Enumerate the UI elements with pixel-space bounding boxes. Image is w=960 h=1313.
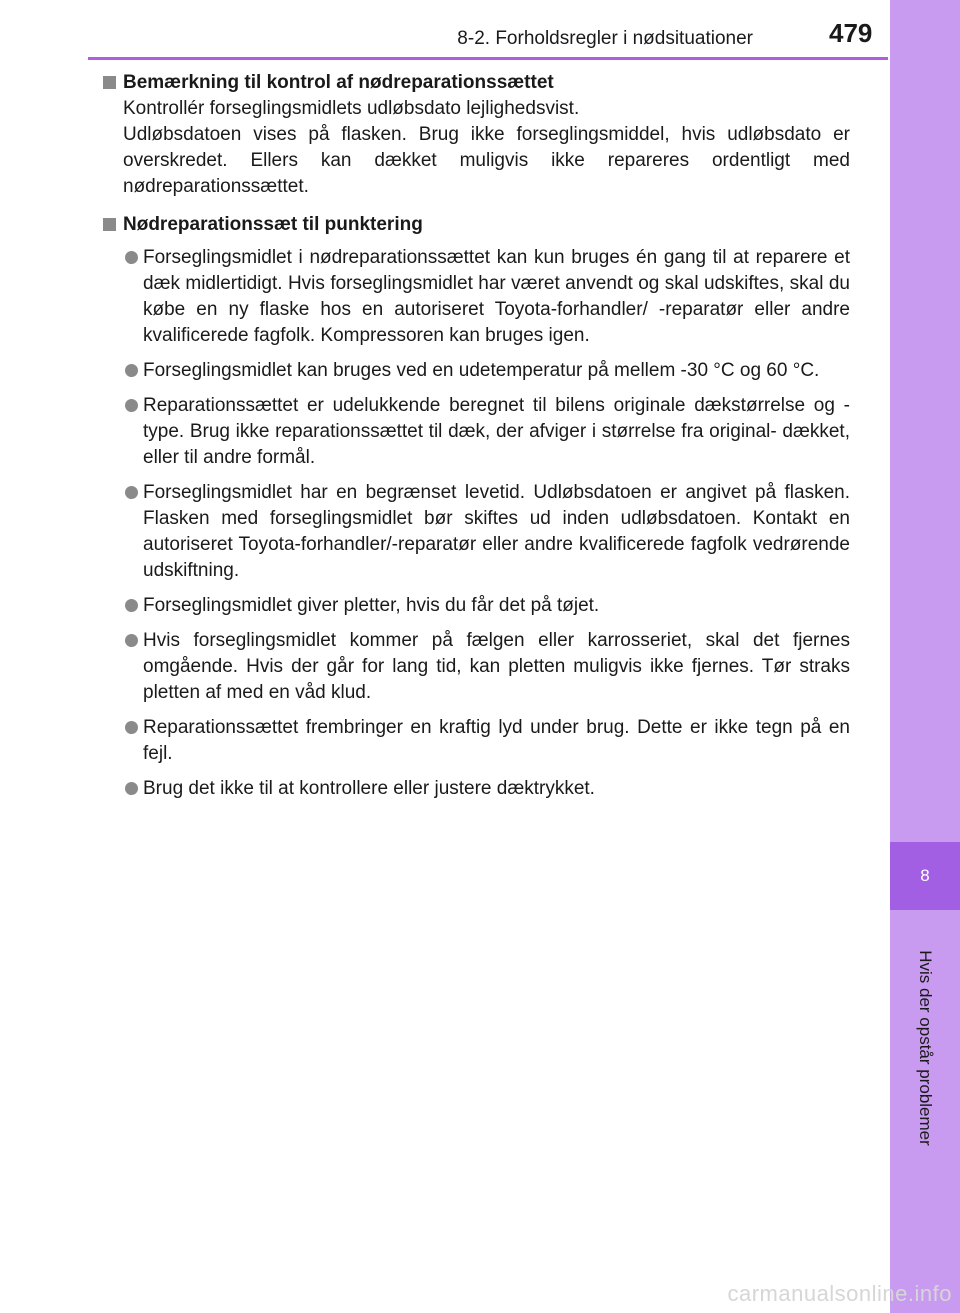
chapter-number: 8	[920, 866, 930, 885]
list-item-text: Forseglingsmidlet kan bruges ved en udetemperatur på mellem -30 °C og 60 °C.	[143, 360, 820, 381]
section-paragraph: Udløbsdatoen vises på flasken. Brug ikke forseglingsmiddel, hvis udløbsdato er overskredet. Ellers kan dækket muligvis ikke repareres ordentligt med nødreparationssættet.	[123, 124, 850, 197]
list-item	[103, 393, 850, 471]
section-heading-text: Bemærkning til kontrol af nødreparationssættet	[123, 72, 554, 93]
list-item	[103, 593, 850, 619]
square-bullet-icon	[103, 76, 116, 89]
round-bullet-icon	[125, 721, 138, 734]
round-bullet-icon	[125, 364, 138, 377]
list-item	[103, 715, 850, 767]
list-item	[103, 358, 850, 384]
section-expiry-check	[103, 70, 850, 200]
round-bullet-icon	[125, 599, 138, 612]
list-item-text: Forseglingsmidlet har en begrænset levetid. Udløbsdatoen er angivet på flasken. Flasken med forseglingsmidlet bør skiftes ud inden udløbsdatoen. Kontakt en autoriseret Toyota-forhandler/-reparatør eller andre kvalificerede fagfolk vedrørende udskiftning.	[143, 482, 850, 581]
list-item-text: Brug det ikke til at kontrollere eller justere dæktrykket.	[143, 778, 595, 799]
list-item-text: Forseglingsmidlet i nødreparationssættet kan kun bruges én gang til at reparere et dæk midlertidigt. Hvis forseglingsmidlet har været anvendt og skal udskiftes, skal du købe en ny flaske hos en autoriseret Toyota-forhandler/ -reparatør eller andre kvalificerede fagfolk. Kompressoren kan bruges igen.	[143, 247, 850, 346]
section-puncture-kit	[103, 212, 850, 802]
section-heading-text: Nødreparationssæt til punktering	[123, 214, 423, 235]
square-bullet-icon	[103, 218, 116, 231]
round-bullet-icon	[125, 486, 138, 499]
chapter-title-vertical: Hvis der opstår problemer	[916, 950, 935, 1146]
list-item	[103, 776, 850, 802]
section-paragraph: Kontrollér forseglingsmidlets udløbsdato lejlighedsvist.	[123, 98, 580, 119]
list-item-text: Forseglingsmidlet giver pletter, hvis du får det på tøjet.	[143, 595, 600, 616]
list-item	[103, 628, 850, 706]
round-bullet-icon	[125, 782, 138, 795]
section-heading	[103, 70, 850, 96]
list-item-text: Hvis forseglingsmidlet kommer på fælgen eller karrosseriet, skal det fjernes omgående. Hvis der går for lang tid, kan pletten muligvis ikke fjernes. Tør straks pletten af med en våd klud.	[143, 630, 850, 703]
bullet-list	[103, 245, 850, 802]
list-item-text: Reparationssættet frembringer en kraftig lyd under brug. Dette er ikke tegn på en fejl.	[143, 717, 850, 764]
round-bullet-icon	[125, 399, 138, 412]
running-header-section-title: 8-2. Forholdsregler i nødsituationer	[457, 28, 753, 49]
header-divider	[88, 57, 888, 60]
list-item	[103, 480, 850, 584]
section-heading	[103, 212, 850, 238]
list-item	[103, 245, 850, 349]
list-item-text: Reparationssættet er udelukkende beregnet til bilens originale dækstørrelse og -type. Brug ikke reparationssættet til dæk, der afviger i størrelse fra original- dækket, eller til andre formål.	[143, 395, 850, 468]
watermark-link[interactable]: carmanualsonline.info	[727, 1281, 952, 1306]
page-number: 479	[829, 18, 873, 48]
round-bullet-icon	[125, 634, 138, 647]
round-bullet-icon	[125, 251, 138, 264]
page-content	[103, 70, 850, 802]
